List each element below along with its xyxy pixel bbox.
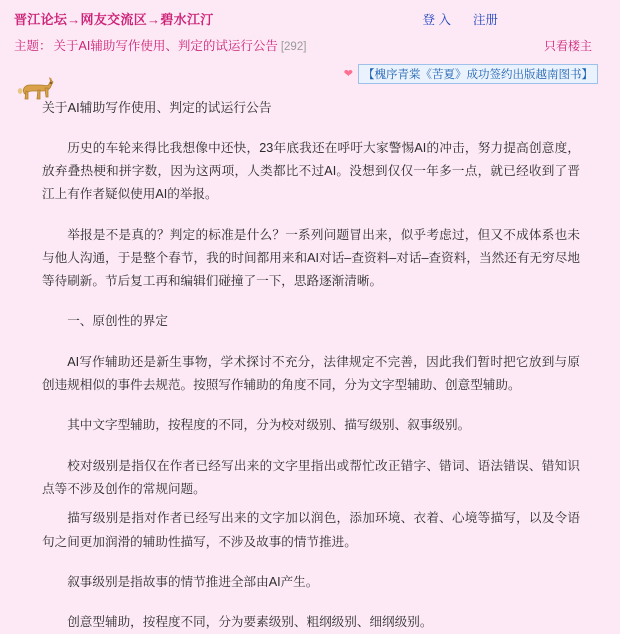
- post-heading: 关于AI辅助写作使用、判定的试运行公告: [42, 100, 272, 115]
- subject-line: [14, 36, 306, 54]
- top-bar: [14, 0, 606, 28]
- subject-label: 主题：: [14, 39, 52, 53]
- post-paragraph: AI写作辅助还是新生事物，学术探讨不充分，法律规定不完善，因此我们暂时把它放到与原创违规相似的事件去规范。按照写作辅助的角度不同，分为文字型辅助、创意型辅助。: [42, 354, 580, 393]
- subject-row: [14, 36, 606, 54]
- breadcrumb-separator-2: →: [147, 12, 161, 27]
- post-paragraph: 校对级别是指仅在作者已经写出来的文字里指出或帮忙改正错字、错词、语法错误、错知识点等不涉及创作的常规问题。: [42, 458, 580, 496]
- notice-line: [14, 64, 606, 84]
- post-paragraph: 历史的车轮来得比我想像中还快，23年底我还在呼吁大家警惕AI的冲击，努力提高创意度，放弃叠热梗和拼字数，因为这两项，人类都比不过AI。没想到仅仅一年多一点，就已经收到了晋江上有作者疑似使用AI的举报。: [42, 140, 580, 202]
- reply-count: [292]: [280, 41, 307, 53]
- breadcrumb-separator-1: →: [67, 12, 81, 27]
- post-paragraph: 叙事级别是指故事的情节推进全部由AI产生。: [67, 574, 319, 589]
- only-owner-toggle[interactable]: 只看楼主: [543, 39, 592, 53]
- breadcrumb-item-board[interactable]: 碧水江汀: [160, 12, 214, 27]
- register-link[interactable]: 注册: [472, 13, 498, 27]
- post-paragraph: 一、原创性的界定: [67, 314, 168, 329]
- heart-icon: ❤: [343, 67, 353, 80]
- breadcrumb: [14, 9, 214, 28]
- post-paragraph: 举报是不是真的？判定的标准是什么？一系列问题冒出来，似乎考虑过，但又不成体系也未与他人沟通，于是整个春节，我的时间都用来和AI对话–查资料–对话–查资料，当然还有无穷尽地等待刷新。节后复工再和编辑们碰撞了一下，思路逐渐清晰。: [42, 227, 580, 289]
- horse-avatar-icon: [16, 75, 56, 101]
- login-link[interactable]: 登 入: [422, 13, 451, 27]
- post-paragraph: 创意型辅助，按程度不同，分为要素级别、粗纲级别、细纲级别。: [67, 615, 433, 630]
- breadcrumb-item-section[interactable]: 网友交流区: [80, 12, 148, 27]
- thread-title-link[interactable]: 关于AI辅助写作使用、判定的试运行公告: [53, 39, 278, 53]
- breadcrumb-item-forum[interactable]: 晋江论坛: [14, 12, 68, 27]
- auth-links: [423, 9, 607, 28]
- post-paragraph: 描写级别是指对作者已经写出来的文字加以润色，添加环境、衣着、心境等描写，以及令语句之间更加润滑的辅助性描写，不涉及故事的情节推进。: [42, 511, 580, 549]
- post-paragraph: 其中文字型辅助，按程度的不同，分为校对级别、描写级别、叙事级别。: [67, 418, 471, 433]
- post-body: [14, 96, 606, 634]
- announcement-banner[interactable]: 【槐序青棠《苦夏》成功签约出版越南图书】: [358, 64, 598, 84]
